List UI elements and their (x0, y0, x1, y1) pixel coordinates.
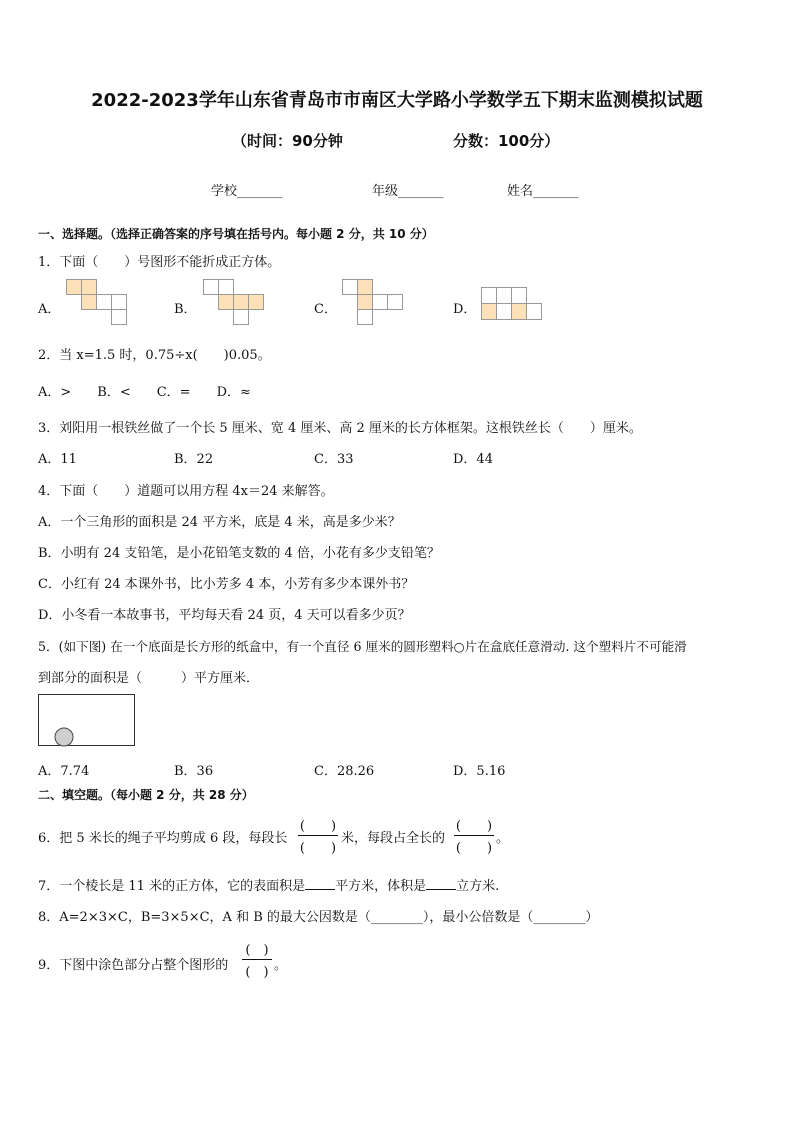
exam-time: （时间：90分钟 (232, 132, 343, 150)
q7-part2: 平方米，体积是 (335, 879, 427, 894)
q4-option-d: D．小冬看一本故事书，平均每天看 24 页，4 天可以看多少页？ (38, 608, 411, 623)
question-6-part1: 6．把 5 米长的绳子平均剪成 6 段，每段长 (38, 831, 288, 846)
q3-option-d: D．44 (453, 452, 493, 467)
question-4: 4．下面（ ）道题可以用方程 4x＝24 来解答。 (38, 484, 334, 499)
page-title: 2022-2023学年山东省青岛市市南区大学路小学数学五下期末监测模拟试题 (91, 90, 703, 111)
question-1: 1．下面（ ）号图形不能折成正方体。 (38, 255, 281, 270)
question-3: 3．刘阳用一根铁丝做了一个长 5 厘米、宽 4 厘米、高 2 厘米的长方体框架。这根铁丝长（ ）厘米。 (38, 421, 642, 436)
name-field (507, 180, 579, 199)
question-6-part2: 米，每段占全长的 (341, 831, 446, 846)
q6-fraction-length (298, 815, 338, 856)
school-blank: _______ (237, 184, 283, 199)
q1-option-c-label: C． (314, 302, 337, 317)
question-9-part2: 。 (274, 958, 288, 973)
q4-option-a: A．一个三角形的面积是 24 平方米，底是 4 米，高是多少米？ (38, 515, 401, 530)
question-7 (38, 875, 499, 894)
q5-option-a: A．7.74 (38, 764, 90, 779)
q9-fraction (242, 939, 272, 980)
school-field (211, 180, 283, 199)
q5-box-figure (38, 694, 136, 748)
q9-fraction-numerator: ( ) (245, 943, 269, 958)
q1-net-a (66, 279, 130, 327)
q5-option-b: B．36 (174, 764, 214, 779)
q7-part3: 立方米. (456, 879, 500, 894)
section2-heading: 二、填空题。（每小题 2 分，共 28 分） (38, 788, 254, 802)
q7-part1: 7．一个棱长是 11 米的正方体，它的表面积是 (38, 879, 306, 894)
q6-fraction-part-denominator: ( ) (455, 841, 493, 856)
q3-option-b: B．22 (174, 452, 214, 467)
q7-area-blank (305, 877, 335, 890)
q1-option-a-label: A． (38, 302, 61, 317)
question-5-line2: 到部分的面积是（ ）平方厘米． (38, 671, 260, 686)
q6-fraction-part (454, 815, 494, 856)
q3-option-c: C．33 (314, 452, 354, 467)
plastic-disc (55, 728, 73, 746)
q3-option-a: A．11 (38, 452, 77, 467)
grade-field (372, 180, 444, 199)
q1-net-c (342, 279, 406, 327)
q1-option-d-label: D． (453, 302, 477, 317)
school-label: 学校 (211, 184, 238, 199)
question-2: 2．当 x=1.5 时，0.75÷x( )0.05。 (38, 348, 271, 363)
grade-label: 年级 (372, 184, 399, 199)
name-label: 姓名 (507, 184, 534, 199)
q1-option-b-label: B． (174, 302, 197, 317)
q6-fraction-part-numerator: ( ) (455, 819, 493, 834)
exam-score: 分数：100分） (453, 132, 560, 150)
section1-heading: 一、选择题。（选择正确答案的序号填在括号内。每小题 2 分，共 10 分） (38, 227, 434, 241)
question-6-part3: 。 (496, 831, 510, 846)
q4-option-b: B．小明有 24 支铅笔，是小花铅笔支数的 4 倍，小花有多少支铅笔？ (38, 546, 440, 561)
q7-volume-blank (426, 877, 456, 890)
question-8: 8．A=2×3×C，B=3×5×C，A 和 B 的最大公因数是（________），最小公倍数是（________） (38, 910, 599, 925)
question-5-line1: 5．(如下图) 在一个底面是长方形的纸盒中，有一个直径 6 厘米的圆形塑料○片在盒底任意滑动. 这个塑料片不可能滑 (38, 639, 687, 654)
grade-blank: _______ (398, 184, 444, 199)
q2-options: A．> B．< C．= D．≈ (38, 385, 251, 400)
q6-fraction-length-denominator: ( ) (299, 841, 337, 856)
q1-net-b (203, 279, 267, 327)
question-9-part1: 9．下图中涂色部分占整个图形的 (38, 958, 229, 973)
q5-option-c: C．28.26 (314, 764, 375, 779)
q6-fraction-length-numerator: ( ) (299, 819, 337, 834)
name-blank: _______ (533, 184, 579, 199)
q9-fraction-denominator: ( ) (245, 965, 269, 980)
q1-net-d (481, 287, 545, 321)
q4-option-c: C．小红有 24 本课外书，比小芳多 4 本，小芳有多少本课外书？ (38, 577, 415, 592)
q5-option-d: D．5.16 (453, 764, 506, 779)
